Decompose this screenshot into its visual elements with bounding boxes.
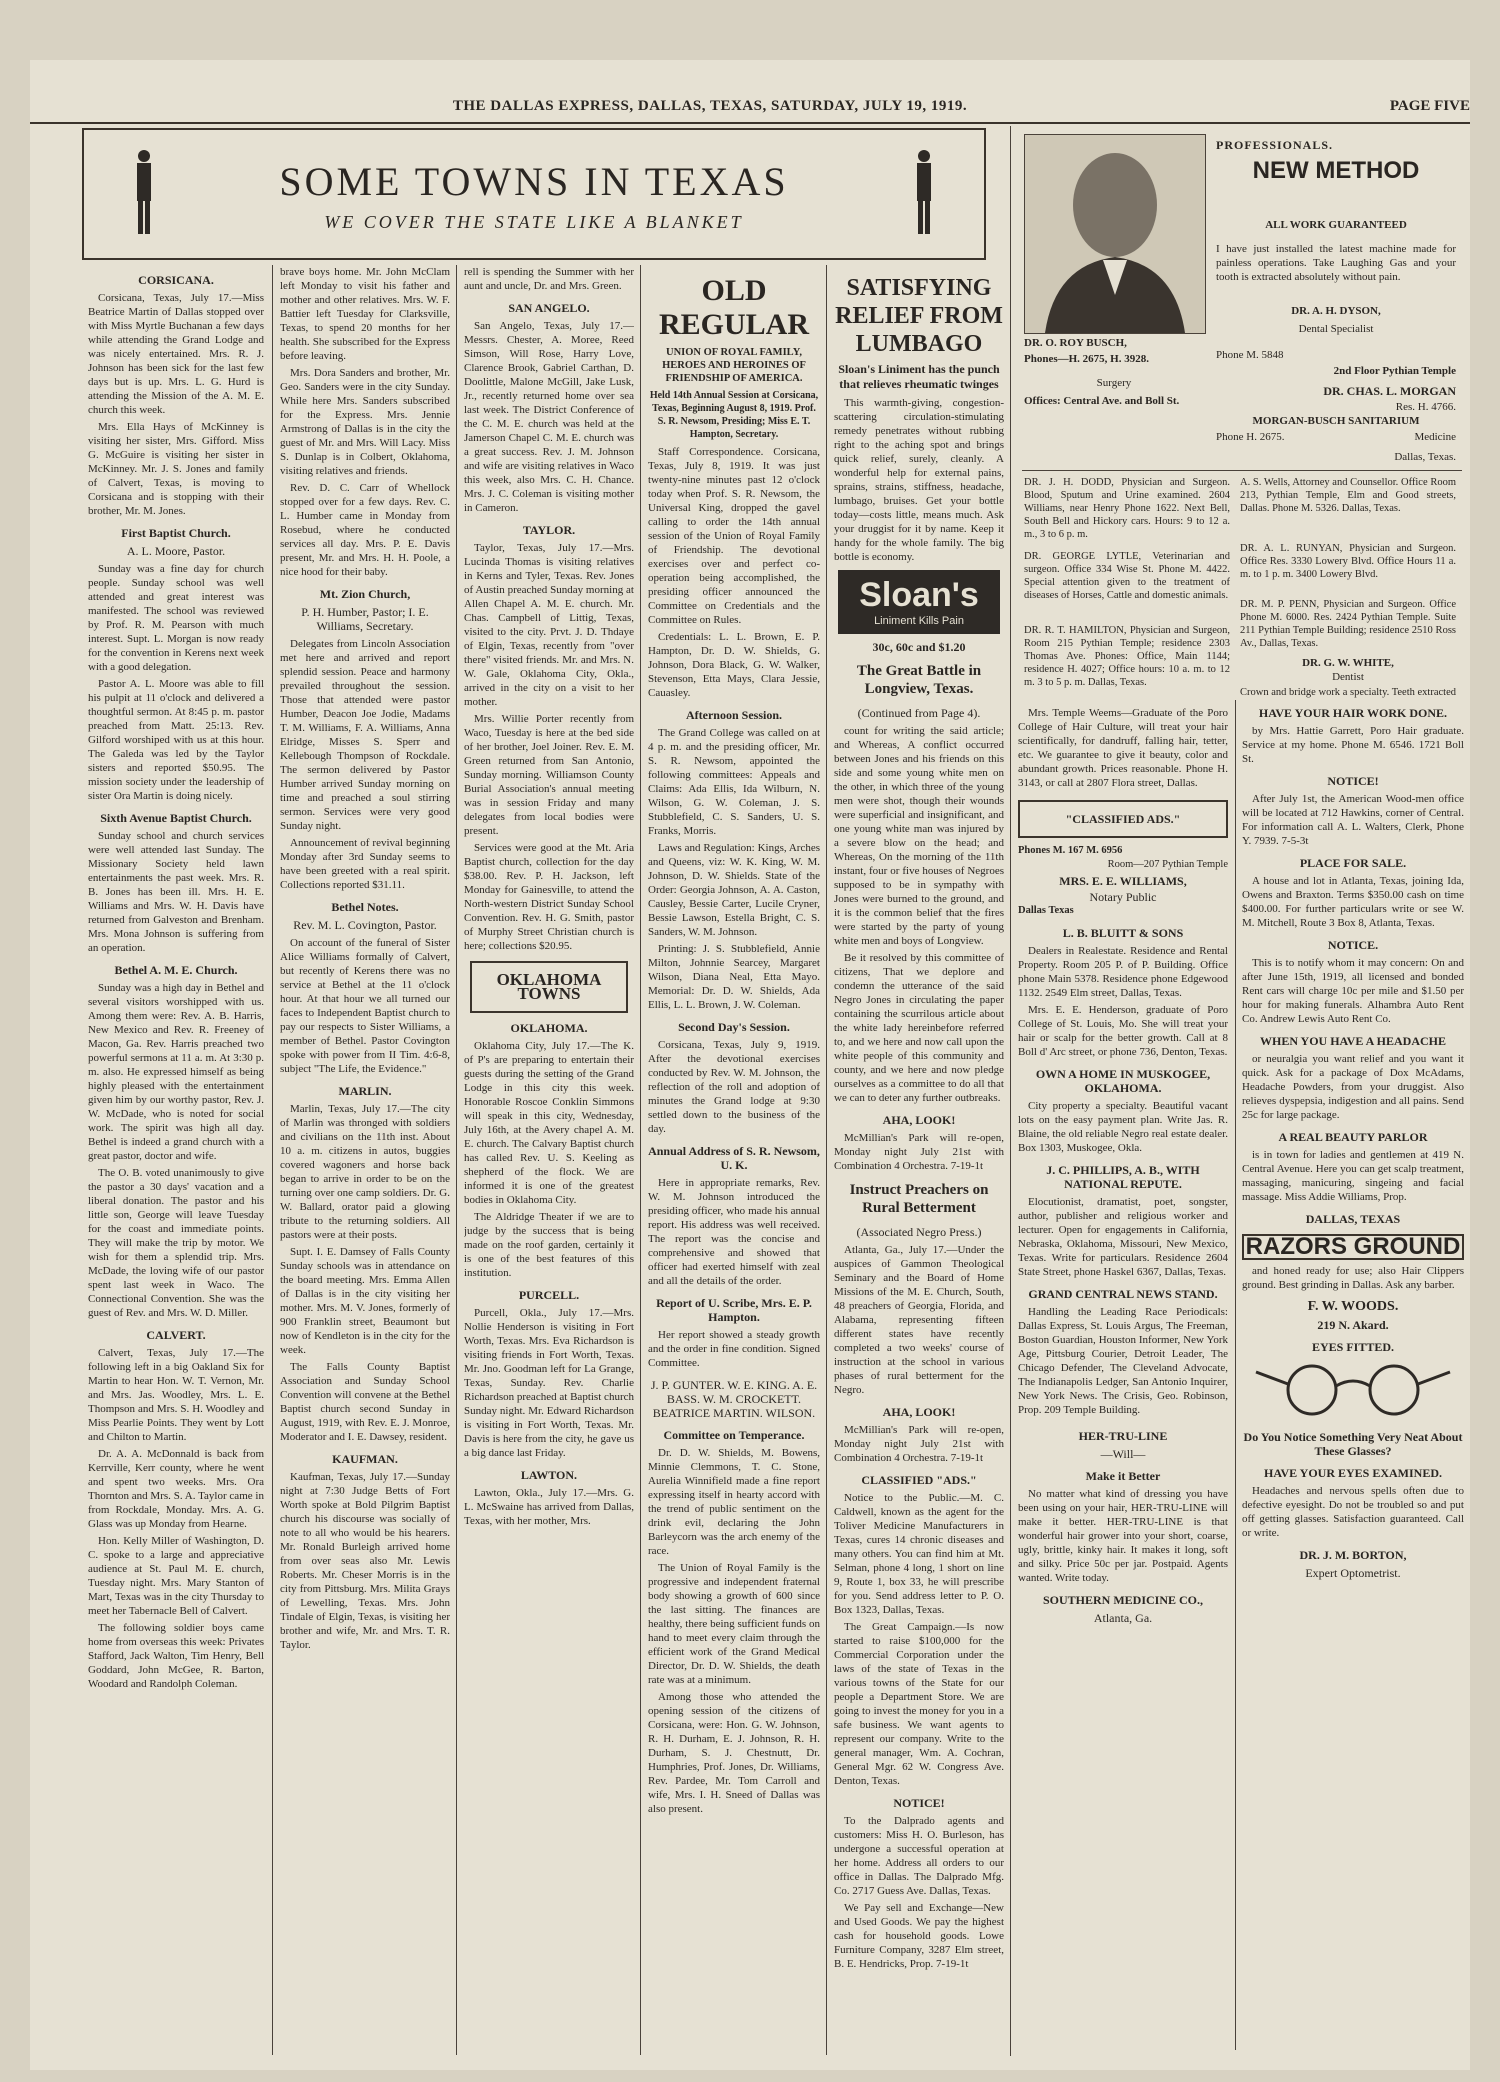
article-text: The Union of Royal Family is the progressive and independent fraternal body showing a growth of 600 since the last sitting. The finances are healthy, there being sufficient funds on hand to meet every claim through the efficient work of the Grand Medical Director, Dr. D. W. Shields, the death rate was at a minimum. — [648, 1562, 820, 1686]
borton-name: DR. J. M. BORTON, — [1299, 1548, 1407, 1562]
heading-first-baptist: First Baptist Church. — [121, 526, 231, 540]
borton-role: Expert Optometrist. — [1305, 1566, 1401, 1580]
newspaper-page — [30, 60, 1470, 2070]
beauty-parlor-heading: A REAL BEAUTY PARLOR — [1278, 1130, 1428, 1144]
article-text: Lawton, Okla., July 17.—Mrs. G. L. McSwaine has arrived from Dallas, Texas, with her mother, Mrs. — [464, 1487, 634, 1527]
article-text: Her report showed a steady growth and the order in fine condition. Signed Committee. — [648, 1329, 820, 1369]
column-6-left — [1018, 702, 1228, 2057]
article-text: Announcement of revival beginning Monday after 3rd Sunday seems to have been greeted with a real spirit. Collections reported $31.11. — [280, 837, 450, 891]
article-text: Mrs. Dora Sanders and brother, Mr. Geo. Sanders were in the city Sunday. While here Mrs. Sanders subscribed for the Express. Mrs. Jennie Armstrong of Dallas is in the city the guest of Mr. and Mrs. Will Lacy. Miss S. Dunlap is in Colbert, Oklahoma, visiting relatives and friends. — [280, 367, 450, 477]
figure-icon — [132, 148, 156, 238]
hair-work-heading: HAVE YOUR HAIR WORK DONE. — [1258, 706, 1448, 720]
hair-work-text: by Mrs. Hattie Garrett, Poro Hair graduate. Service at my home. Phone M. 6546. 1721 Boll St. — [1242, 725, 1464, 765]
southern-medicine: SOUTHERN MEDICINE CO., — [1042, 1593, 1204, 1607]
article-text: The Grand College was called on at 4 p. m. and the presiding officer, Mr. S. R. Newsom, appointed the following committees: Appeals and Claims: Ada Ellis, Ida Wilburn, N. Wilson, G. W. Coleman, J. S. Stubblefield, C. S. Sanders, U. S. Franks, Morris. — [648, 727, 820, 837]
phillips-heading: J. C. PHILLIPS, A. B., WITH NATIONAL REPUTE. — [1046, 1163, 1200, 1191]
heading-lawton: LAWTON. — [520, 1468, 578, 1482]
wells-card: A. S. Wells, Attorney and Counsellor. Office Room 213, Pythian Temple, Elm and Good streets, Dallas. Phone M. 5326. Dallas, Texas. — [1240, 477, 1456, 514]
notice-text: After July 1st, the American Wood-men office will be located at 712 Hawkins, corner of Central. For information call A. L. Walters, Clerk, Phone Y. 7939. 7-5-3t — [1242, 793, 1464, 847]
all-work-guaranteed: ALL WORK GUARANTEED — [1265, 219, 1407, 231]
busch-phone: Phones—H. 2675, H. 3928. — [1024, 353, 1149, 365]
classified-box: "CLASSIFIED ADS." — [1018, 800, 1228, 838]
article-text: Pastor A. L. Moore was able to fill his pulpit at 11 o'clock and delivered a thoughtful sermon. At 8:45 p. m. pastor preached from Matt. 25:13. Rev. Gilford worshiped with us at this hour. The Galeda was led by the Taylor sisters and reported $50.95. The mission society under the leadership of sister Ora Martin is doing nicely. — [88, 678, 264, 802]
article-text: Rev. D. C. Carr of Whellock stopped over for a few days. Rev. C. L. Humber came in Monday from Rosebud, where he conducted services all day. Mrs. P. E. Davis present, Mr. and Mrs. H. H. Poole, a nice hood for their baby. — [280, 482, 450, 578]
notice-2-text: This is to notify whom it may concern: On and after June 15th, 1919, all licensed and bonded Rent cars will charge 10c per mile and $1.50 per hour for making funerals. Alhambra Auto Rent Co. Andrew Lewis Auto Rent Co. — [1242, 957, 1464, 1025]
article-text: Laws and Regulation: Kings, Arches and Queens, viz: W. K. King, W. M. Johnson, D. W. Shields. State of the Order: Georgia Johnson, A. A. Caston, Causley, Bessie Carter, Lucile Cryner, Bessie Lawson, Estella Bright, C. S. Sanders, W. M. Johnson. — [648, 842, 820, 938]
her-tru-line-heading: HER-TRU-LINE — [1078, 1429, 1168, 1443]
top-rule — [30, 122, 1470, 124]
busch-name: DR. O. ROY BUSCH, — [1024, 337, 1127, 349]
white-name: DR. G. W. WHITE, — [1302, 657, 1394, 669]
column-rule — [826, 265, 827, 2055]
notice-heading: NOTICE! — [1327, 774, 1379, 788]
new-method-heading: NEW METHOD — [1252, 157, 1420, 184]
heading-aha-look: AHA, LOOK! — [882, 1113, 956, 1127]
article-text: Be it resolved by this committee of citizens, That we deplore and condemn the utterance of the said Negro Jones in circulating the paper containing the scurrilous article about the white lady hereinbefore referred to, and we here and now call upon the white people of this community and county, and we here and now pledge ourselves as a committee to do all that we can to deter any further outbreaks. — [834, 952, 1004, 1104]
professionals-heading: PROFESSIONALS. — [1216, 138, 1334, 152]
article-text: Corsicana, Texas, July 9, 1919. After the devotional exercises conducted by Rev. W. M. Johnson, the reflection of the roll and adoption of minutes the Grand lodge at 9:30 settled down to the business of the day. — [648, 1039, 820, 1135]
morgan-city: Dallas, Texas. — [1394, 451, 1456, 463]
williams-room: Room—207 Pythian Temple — [1107, 859, 1228, 870]
razors-text: and honed ready for use; also Hair Clippers ground. Best grinding in Dallas. Ask any barber. — [1242, 1265, 1464, 1291]
ad-text: The Great Campaign.—Is now started to raise $100,000 for the Commercial Corporation under the laws of the state of Texas in the various towns of the State for our people a Department Store. We are going to invest the money for you in a safe business. We want agents to represent our company. Write to the general manager, Wm. A. Cochran, General Mgr. 62 W. Congress Ave. Denton, Texas. — [834, 1621, 1004, 1787]
continued-note: (Continued from Page 4). — [857, 706, 981, 720]
bluitt-heading: L. B. BLUITT & SONS — [1062, 926, 1184, 940]
sloans-price: 30c, 60c and $1.20 — [872, 640, 966, 654]
henderson-card: Mrs. E. E. Henderson, graduate of Poro College of St. Louis, Mo. She will treat your hair or scalp for the better growth. Call at 8 Boll d' Arc street, or phone 736, Denton, Texas. — [1018, 1004, 1228, 1058]
ad-text: This warmth-giving, congestion-scattering circulation-stimulating remedy penetrates without rubbing right to the aching spot and brings quick relief, surely, cleanly. A wonderful help for external pains, sprains, strains, stiffness, headache, lumbago, bruises. Get your bottle today—costs little, means much. Ask your druggist for it by name. Keep it handy for the whole family. The big bottle is economy. — [834, 397, 1004, 563]
article-text: Here in appropriate remarks, Rev. W. M. Johnson introduced the presiding officer, who made his annual report. His address was well received. The report was the concise and comprehensive and showed that officer had exerted himself with zeal and all the details of the order. — [648, 1177, 820, 1287]
morgan-sanitarium: MORGAN-BUSCH SANITARIUM — [1252, 415, 1420, 427]
dodd-card: DR. J. H. DODD, Physician and Surgeon. Blood, Sputum and Urine examined. 2604 Williams, near Henry Phone 1622. Next Bell, South Bell and Hickory cars. Hours: 9 to 12 a. m., 3 to 6 p. m. — [1024, 477, 1230, 540]
headache-text: or neuralgia you want relief and you want it quick. Ask for a package of Dox McAdams, Headache Powders, from your druggist. Also relieves dyspepsia, indigestion and all pains. Send 25c for large package. — [1242, 1053, 1464, 1121]
article-text: Mrs. Willie Porter recently from Waco, Tuesday is here at the bed side of her brother, Joel Joiner. Rev. E. M. Green returned from San Antonio, Sunday morning. Williamson County Burial Association's annual meeting was in session Friday and many delegates from local bodies were present. — [464, 713, 634, 837]
sloans-subtitle: Liniment Kills Pain — [874, 615, 964, 627]
heading-purcell: PURCELL. — [518, 1288, 580, 1302]
beauty-parlor-city: DALLAS, TEXAS — [1305, 1212, 1401, 1226]
heading-mt-zion: Mt. Zion Church, — [319, 587, 411, 601]
column-3 — [464, 265, 634, 2060]
article-text: Printing: J. S. Stubblefield, Annie Milton, Johnnie Searcey, Margaret Wilson, Diana Neal, Etta Mayo. Memorial: Dr. D. W. Shields, Ada Ellis, L. L. Brown, J. W. Coleman. — [648, 943, 820, 1011]
column-rule — [1010, 126, 1011, 2056]
article-text: San Angelo, Texas, July 17.—Messrs. Chester, A. Moree, Reed Simson, Will Rose, Harry Love, Clarence Brook, Gabriel Carthan, D. Doolittle, Malone McGill, Jake Lusk, Jr., recently returned home over sea last week. The District Conference of the C. M. E. church was held at the Jamerson Chapel C. M. E. church was a great success. Rev. J. M. Johnson and wife are visiting relatives in Waco this week, also Mrs. C. H. Chance. Mrs. J. C. Coleman is visiting mother in Cameron. — [464, 320, 634, 514]
article-text: The O. B. voted unanimously to give the pastor a 30 days' vacation and a liberal donation. The pastor and his little son, George will leave Tuesday for the coast and immediate points. They will make the trip by motor. We wish for them a splendid trip. Mrs. McDade, the loving wife of our pastor spent last week in Waco. The Connectional Convention. She was the guest of Rev. and Mrs. W. D. Miller. — [88, 1167, 264, 1319]
heading-temperance: Committee on Temperance. — [663, 1428, 805, 1442]
her-tru-line-better: Make it Better — [1085, 1469, 1161, 1483]
heading-marlin: MARLIN. — [338, 1084, 392, 1098]
heading-aha-look: AHA, LOOK! — [882, 1405, 956, 1419]
eyes-fitted-heading: EYES FITTED. — [1311, 1340, 1395, 1354]
sloans-logo — [838, 570, 1000, 634]
morgan-res: Res. H. 4766. — [1395, 401, 1456, 413]
bluitt-card: Dealers in Realestate. Residence and Rental Property. Room 205 P. of P. Building. Office phone Main 5378. Residence phone Edgewood 1132. 2549 Elm street, Dallas, Texas. — [1018, 945, 1228, 999]
heading-afternoon: Afternoon Session. — [685, 708, 782, 722]
white-card: Crown and bridge work a specialty. Teeth extracted — [1240, 687, 1456, 698]
article-text: Sunday was a high day in Bethel and several visitors worshipped with us. Among them were: Rev. A. B. Harris, New Mexico and Rev. R. Freeney of Macon, Ga. Rev. Harris preached two powerful sermons at 11 a. m. At 3:30 p. m. also. He expressed himself as being highly pleased with the entertainment given him by our worthy pastor, Rev. J. W. McDade, who is noted for social work. The spirit was high all day. Bethel is indeed a grand church with a great pastor, doctor and wife. — [88, 982, 264, 1162]
article-text: Sunday was a fine day for church people. Sunday school was well attended and great interest was manifested. The school was reviewed by Prof. R. M. Pearson with much interest. Supt. L. Morgan is now ready for the convention in Kerens next week with a good delegation. — [88, 563, 264, 673]
williams-phones: Phones M. 167 M. 6956 — [1018, 845, 1123, 856]
ad-text: Notice to the Public.—M. C. Caldwell, known as the agent for the Toliver Medicine Manufacturers in Texas, cures 14 chronic diseases and many others. You can find him at Mt. Selman, phone 4 long, 1 short on line 9, Route 1, box 33, he will prescribe for you. Send address letter to P. O. Box 1323, Dallas, Texas. — [834, 1492, 1004, 1616]
penn-card: DR. M. P. PENN, Physician and Surgeon. Office Phone M. 6000. Res. 2424 Pythian Temple. Suite 211 Pythian Temple Building; residence 2510 Ross Av., Dallas, Texas. — [1240, 599, 1456, 649]
lytle-card: DR. GEORGE LYTLE, Veterinarian and surgeon. Office 334 Wise St. Phone M. 4422. Special attention given to the treatment of diseases of Horses, Cattle and domestic animals. — [1024, 551, 1230, 601]
banner-subtitle: WE COVER THE STATE LIKE A BLANKET — [324, 212, 744, 232]
news-stand-card: Handling the Leading Race Periodicals: Dallas Express, St. Louis Argus, The Freeman, Boston Guardian, Houston Informer, New York Age, Pittsburg Courier, Detroit Leader, The Chicago Defender, The Cleveland Advocate, The Indianapolis Ledger, San Antonio Inquirer, New York News. The Crisis, Geo. Robinson, Prop. 209 Temple Building. — [1018, 1306, 1228, 1416]
professionals-block — [1018, 130, 1464, 700]
morgan-role: Medicine — [1414, 431, 1456, 443]
morgan-phone: Phone H. 2675. — [1216, 431, 1285, 443]
deck: UNION OF ROYAL FAMILY, HEROES AND HEROINES OF FRIENDSHIP OF AMERICA. — [662, 347, 806, 384]
heading-bethel-notes: Bethel Notes. — [331, 900, 399, 914]
heading-calvert: CALVERT. — [146, 1328, 206, 1342]
column-5 — [834, 270, 1004, 2060]
article-text: rell is spending the Summer with her aunt and uncle, Dr. and Mrs. Green. — [464, 266, 634, 292]
heading-scribe-report: Report of U. Scribe, Mrs. E. P. Hampton. — [656, 1296, 812, 1324]
place-for-sale-heading: PLACE FOR SALE. — [1299, 856, 1407, 870]
column-rule — [456, 265, 457, 2055]
article-text: Taylor, Texas, July 17.—Mrs. Lucinda Thomas is visiting relatives in Kerns and Tyler, Texas. Rev. Jones of Austin preached Sunday morning at Allen Chapel A. M. E. church. Mr. Chas. Campbell of Littig, Texas, visited to the city. Prvt. J. D. Thdaye of Elgin, Texas, recently from "over there" visited friends. Mr. and Mrs. N. W. Gale, Oklahoma City, Okla., arrived in the city on a visit to her mother. — [464, 542, 634, 708]
figure-icon — [912, 148, 936, 238]
article-text: The Aldridge Theater if we are to judge by the success that is being made on the roof garden, certainly it is one of the best features of this institution. — [464, 1211, 634, 1279]
article-text: Calvert, Texas, July 17.—The following left in a big Oakland Six for Martin to hear Hon. W. T. Vernon, Mr. and Mrs. Jas. Woodley, Mrs. L. E. Thompson and Mrs. S. H. Woodley and Miss Pearlie Points. They went by Lott and Chilton to Martin. — [88, 1347, 264, 1443]
article-text: Among those who attended the opening session of the citizens of Corsicana, were: Hon. G. W. Johnson, R. H. Durham, E. J. Johnson, R. H. Durham, S. J. Chestnutt, Dr. Humphries, Prof. Jones, Dr. Williams, Rev. Pardee, Mr. Tom Carroll and wife, Mrs. I. H. Sneed of Dallas was also present. — [648, 1691, 820, 1815]
dyson-role: Dental Specialist — [1298, 323, 1374, 335]
williams-role: Notary Public — [1089, 890, 1157, 904]
committee-signatures: J. P. GUNTER. W. E. KING. A. E. BASS. W. M. CROCKETT. BEATRICE MARTIN. WILSON. — [650, 1378, 818, 1420]
heading-annual-address: Annual Address of S. R. Newsom, U. K. — [648, 1144, 820, 1172]
busch-office: Offices: Central Ave. and Boll St. — [1024, 395, 1180, 407]
divider — [1022, 470, 1462, 471]
portrait-busch — [1024, 134, 1206, 334]
eyeglasses-icon — [1242, 1358, 1464, 1418]
article-text: Dr. A. A. McDonnald is back from Kerrville, Kerr county, where he went and spent two weeks. Mrs. Ora Thornton and Mrs. S. A. Taylor came in from Rockdale, Monday. Mrs. A. G. Glass was up Monday from Hearne. — [88, 1448, 264, 1530]
article-text: Kaufman, Texas, July 17.—Sunday night at 7:30 Judge Betts of Fort Worth spoke at Bold Pilgrim Baptist church his discourse was socially of note to all who would be his hearers. Mr. Ronald Burleigh arrived home from over seas also Mr. Lewis Roberts. Mr. Cheser Morris is in the city from Pittsburg. Mrs. Milita Grays of Lewelling, Texas. Mrs. John Tindale of Elgin, Texas, is visiting her brother and wife, Mr. and Mrs. T. R. Taylor. — [280, 1471, 450, 1651]
article-text: Atlanta, Ga., July 17.—Under the auspices of Gammon Theological Seminary and the Board of Home Missions of the M. E. Church, South, 48 preachers of Georgia, Florida, and Alabama, representing fifteen different states have recently completed a two weeks' course of instruction at the school in various phases of rural betterment for the Negro. — [834, 1244, 1004, 1396]
column-4 — [648, 270, 820, 2060]
banner-box — [82, 128, 986, 260]
zion-subheading: P. H. Humber, Pastor; I. E. Williams, Secretary. — [301, 605, 429, 633]
masthead — [30, 98, 1470, 118]
dyson-name: DR. A. H. DYSON, — [1291, 305, 1381, 317]
news-stand-heading: GRAND CENTRAL NEWS STAND. — [1028, 1287, 1218, 1301]
glasses-question: Do You Notice Something Very Neat About These Glasses? — [1243, 1430, 1463, 1458]
article-text: The Falls County Baptist Association and Sunday School Convention will convene at the Bethel Baptist church second Sunday in August, 1919, with Rev. E. J. Monroe, Moderator and I. E. Dawsey, resident. — [280, 1361, 450, 1443]
razors-ground-heading: RAZORS GROUND — [1242, 1234, 1464, 1260]
heading-corsicana: CORSICANA. — [138, 273, 214, 287]
lumbago-deck: Sloan's Liniment has the punch that relieves rheumatic twinges — [838, 362, 1000, 391]
heading-classified: CLASSIFIED "ADS." — [861, 1473, 977, 1487]
article-text: Dr. D. W. Shields, M. Bowens, Minnie Clemmons, T. C. Stone, Aurelia Winnifield made a fine report expressing itself in hearty accord with the trend of public sentiment on the drink evil, declaring the John Barleycorn was the arch enemy of the race. — [648, 1447, 820, 1557]
busch-role: Surgery — [1096, 377, 1132, 389]
page-number: PAGE FIVE — [1389, 98, 1470, 114]
column-rule — [1235, 700, 1236, 2050]
column-2 — [280, 265, 450, 2060]
sloans-name: Sloan's — [859, 576, 979, 614]
white-role: Dentist — [1332, 671, 1364, 683]
article-text: brave boys home. Mr. John McClam left Monday to visit his father and mother and other relatives. Mrs. W. F. Battier left Tuesday for Clarksville, Texas, to spend 20 months for her health. She subscribed for the Express before leaving. — [280, 266, 450, 362]
ad-text: We Pay sell and Exchange—New and Used Goods. We pay the highest cash for household goods. Lowe Furniture Company, 3287 Elm street, B. E. Hendricks, Prop. 7-19-1t — [834, 1902, 1004, 1970]
morgan-name: DR. CHAS. L. MORGAN — [1323, 384, 1456, 398]
heading-sixth-avenue: Sixth Avenue Baptist Church. — [100, 811, 252, 825]
heading-bethel: Bethel A. M. E. Church. — [114, 963, 238, 977]
headline-old-regular: OLD REGULAR — [658, 274, 809, 341]
article-text: On account of the funeral of Sister Alice Williams formally of Calvert, but recently of Kerens there was no service at Bethel at the 11 o'clock hour. At that hour we all turned our faces to Independent Baptist church to pay our respects to Sister Williams, a member of Bethel. Pastor Covington spoke with power from II Tim. 4:6-8, subject "The Life, the Evidence." — [280, 937, 450, 1075]
deck-2: Held 14th Annual Session at Corsicana, Texas, Beginning August 8, 1919. Prof. S. R. Newsom, Presiding; Miss E. T. Hampton, Secretary. — [649, 390, 819, 440]
column-rule — [272, 265, 273, 2055]
heading-notice: NOTICE! — [893, 1796, 945, 1810]
banner-title: SOME TOWNS IN TEXAS — [279, 159, 789, 204]
headache-heading: WHEN YOU HAVE A HEADACHE — [1259, 1034, 1447, 1048]
notice-2-heading: NOTICE. — [1327, 938, 1379, 952]
column-rule — [640, 265, 641, 2055]
article-text: The following soldier boys came home from overseas this week: Privates Stafford, Jack Walton, Tim Henry, Bell Goddard, John McGee, R. Barton, Woodard and Randolph Coleman. — [88, 1622, 264, 1690]
hamilton-card: DR. R. T. HAMILTON, Physician and Surgeon, Room 215 Pythian Temple; residence 2303 Thomas Ave. Phones: Office, Main 1144; residence H. 4027; Office hours: 10 a. m. to 12 m. 3 to 5 p. m. Dallas, Texas. — [1024, 625, 1230, 688]
woods-address: 219 N. Akard. — [1317, 1318, 1389, 1332]
article-text: Credentials: L. L. Brown, E. P. Hampton, Dr. D. W. Shields, G. Johnson, Dora Black, G. W. Walker, Stevenson, Etta Mays, Clara Jessie, Cauasley. — [648, 631, 820, 699]
masthead-line: THE DALLAS EXPRESS, DALLAS, TEXAS, SATURDAY, JULY 19, 1919. — [452, 98, 968, 114]
heading-taylor: TAYLOR. — [522, 523, 576, 537]
phillips-card: Elocutionist, dramatist, poet, songster, author, publisher and religious worker and lecturer. Open for engagements in California, Nebraska, Oklahoma, Missouri, New Mexico, Texas. Write for particulars. Residence 2604 State Street, phone Haskel 6367, Dallas, Texas. — [1018, 1196, 1228, 1278]
place-for-sale-text: A house and lot in Atlanta, Texas, joining Ida, Owens and Braxton. Terms $350.00 cash on time $400.00. For further particulars write or see W. M. Mitchell, Route 3 Box 8, Atlanta, Texas. — [1242, 875, 1464, 929]
heading-san-angelo: SAN ANGELO. — [508, 301, 590, 315]
beauty-parlor-text: is in town for ladies and gentlemen at 419 N. Central Avenue. Here you can get scalp treatment, massaging, manicuring, singeing and facial massage. Miss Addie Williams, Prop. — [1242, 1149, 1464, 1203]
heading-instruct-preachers: Instruct Preachers on Rural Betterment — [849, 1182, 989, 1216]
dyson-text: I have just installed the latest machine made for painless operations. Take Laughing Gas and your tooth is extracted absolutely without pain. — [1216, 243, 1456, 283]
runyan-card: DR. A. L. RUNYAN, Physician and Surgeon. Office Res. 3330 Lowery Blvd. Office Hours 11 a. m. to 1 p. m. 3400 Lowery Blvd. — [1240, 543, 1456, 580]
pastor-line: A. L. Moore, Pastor. — [126, 544, 226, 558]
muskogee-heading: OWN A HOME IN MUSKOGEE, OKLAHOMA. — [1035, 1067, 1211, 1095]
dyson-phone: Phone M. 5848 — [1216, 349, 1284, 361]
column-6-right — [1242, 702, 1464, 2057]
southern-city: Atlanta, Ga. — [1093, 1611, 1153, 1625]
ad-text: McMillian's Park will re-open, Monday night July 21st with Combination 4 Orchestra. 7-19-1t — [834, 1132, 1004, 1172]
heading-second-day: Second Day's Session. — [678, 1020, 790, 1034]
portrait-image — [1025, 135, 1205, 333]
article-text: Corsicana, Texas, July 17.—Miss Beatrice Martin of Dallas stopped over with Miss Myrtle Buchanan a few days while attending the Grand Lodge and was nicely entertained. Mrs. R. J. Johnson has been sick for the last few days but is up. Mrs. L. G. Hurd is attending the Mission of the A. M. E. church this week. — [88, 292, 264, 416]
article-text: Marlin, Texas, July 17.—The city of Marlin was thronged with soldiers and civilians on the 11th inst. About 10 a. m. citizens in autos, buggies covered wagoners and horse back began to arrive in order to be on the turning over one camp soldiers. Dr. G. W. Ballard, orator paid a glowing tribute to the returning soldiers. All pastors were at their posts. — [280, 1103, 450, 1241]
headline-lumbago: SATISFYING RELIEF FROM LUMBAGO — [835, 275, 1003, 357]
heading-oklahoma: OKLAHOMA. — [510, 1021, 588, 1035]
heading-longview: The Great Battle in Longview, Texas. — [856, 663, 982, 697]
article-text: Purcell, Okla., July 17.—Mrs. Nollie Henderson is visiting in Fort Worth, Texas. Mrs. Eva Richardson is visiting friends in Fort Worth, Texas. Mr. Jno. Goodman left for La Grange, Texas, Sunday. Rev. Charlie Richardson preached at Baptist church Sunday night. Mr. Edward Richardson is visiting in Fort Worth, Texas. Mr. Davis is here from the city, he gave us a big dance last Friday. — [464, 1307, 634, 1459]
article-text: Hon. Kelly Miller of Washington, D. C. spoke to a large and appreciative audience at St. Paul M. E. church, Tuesday night. Mrs. Mary Stanton of Mart, Texas was in the city Thursday to meet her Tabernacle Bell of Calvert. — [88, 1535, 264, 1617]
dyson-address: 2nd Floor Pythian Temple — [1333, 365, 1456, 377]
williams-city: Dallas Texas — [1018, 905, 1074, 916]
assoc-press: (Associated Negro Press.) — [856, 1225, 982, 1239]
article-text: count for writing the said article; and Whereas, A conflict occurred between Jones and his friends on this side and some young white men on the other, in which three of the young men were shot, though their wounds were superficial and insignificant, and one young white man was injured by a severe blow on the head; and Whereas, On the morning of the 11th instant, four or five houses of Negroes supposed to be in sympathy with Jones were burned to the ground, and it is the common belief that the fires were started by the party of young white men and boys of Longview. — [834, 725, 1004, 947]
bethel-subheading: Rev. M. L. Covington, Pastor. — [293, 918, 437, 932]
eyes-examined-heading: HAVE YOUR EYES EXAMINED. — [1263, 1466, 1443, 1480]
eyes-text: Headaches and nervous spells often due to defective eyesight. Do not be troubled so and put off getting glasses. Satisfaction guaranteed. Call or write. — [1242, 1485, 1464, 1539]
heading-kaufman: KAUFMAN. — [332, 1452, 398, 1466]
column-1 — [88, 265, 264, 2060]
article-text: Services were good at the Mt. Aria Baptist church, collection for the day $38.00. Rev. P. H. Jackson, left Monday for Gainesville, to attend the North-western District Sunday School Convention. Rev. H. G. Smith, pastor of Murphy Street Christian church is here; collections $20.95. — [464, 842, 634, 952]
article-text: Delegates from Lincoln Association met here and arrived and report splendid session. Peace and harmony prevailed throughout the session. Those that attended were pastor Humber, Deacon Joe Jodie, Madams T. M. Williams, F. A. Williams, Anna Elridge, Misses S. Sperr and Kellebough Thompson of Rockdale. The sermon delivered by Pastor Humber arrived Sunday morning on time and preached a soul stirring sermon. Services were very good Sunday night. — [280, 638, 450, 832]
her-tru-line-will: —Will— — [1100, 1447, 1146, 1461]
article-text: Staff Correspondence. Corsicana, Texas, July 8, 1919. It was just twenty-nine minutes past 12 o'clock today when Prof. S. R. Newsom, the Universal King, dropped the gavel calling to order the 14th annual session of the Union of Royal Family of Friendship. The devotional exercises over and perfect co-operation being accomplished, the presiding officer announced the Committee on Credentials and the Committee on Rules. — [648, 446, 820, 626]
ad-text: McMillian's Park will re-open, Monday night July 21st with Combination 4 Orchestra. 7-19-1t — [834, 1424, 1004, 1464]
woods-name: F. W. WOODS. — [1307, 1299, 1399, 1314]
oklahoma-towns-box: OKLAHOMA TOWNS — [470, 961, 628, 1013]
ad-text: To the Dalprado agents and customers: Miss H. O. Burleson, has undergone a successful operation at her home. Address all orders to our office in Dallas. The Dalprado Mfg. Co. 2717 Guess Ave. Dallas, Texas. — [834, 1815, 1004, 1897]
muskogee-card: City property a specialty. Beautiful vacant lots on the easy payment plan. Write Jas. R. Blaine, the old reliable Negro real estate dealer. Box 1303, Muskogee, Okla. — [1018, 1100, 1228, 1154]
article-text: Mrs. Ella Hays of McKinney is visiting her sister, Mrs. Gifford. Miss G. McGuire is visiting her sister in McKinney. Mr. J. S. Jones and family of Calvert, Texas, is moving to Corsicana and is stopping with their brother, Mr. M. Jones. — [88, 421, 264, 517]
article-text: Sunday school and church services were well attended last Sunday. The Missionary Society held lawn entertainments the past week. Mrs. R. B. Jones has been ill. Mrs. H. E. Williams and Mrs. W. H. Davis have returned from Galveston and Brenham. Mrs. Mona Johnson is suffering from an operation. — [88, 830, 264, 954]
article-text: Supt. I. E. Damsey of Falls County Sunday schools was in attendance on the board meeting. Mrs. Emma Allen of Dallas is in the city visiting her mother. Mrs. M. V. Jones, formerly of 900 Franklin street, Beaumont but now of Kendleton is in the city for the week. — [280, 1246, 450, 1356]
her-tru-line-text: No matter what kind of dressing you have been using on your hair, HER-TRU-LINE will make it better. HER-TRU-LINE is that wonderful hair grower into your short, coarse, ugly, brittle, kinky hair. It makes it long, soft and silky. Price 50c per jar. Postpaid. Agents wanted. Write today. — [1018, 1488, 1228, 1584]
williams-name: MRS. E. E. WILLIAMS, — [1059, 874, 1187, 888]
article-text: Oklahoma City, July 17.—The K. of P's are preparing to entertain their guests during the setting of the Grand Lodge in this city this week. Honorable Roscoe Conklin Simmons will speak in this city, Wednesday, July 16th, at the Avery chapel A. M. E. church. The Calvary Baptist church has called Rev. U. S. Keeling as shepherd of the flock. We are informed it is one of the greatest bodies in Oklahoma City. — [464, 1040, 634, 1206]
weems-card: Mrs. Temple Weems—Graduate of the Poro College of Hair Culture, will treat your hair scientifically, for dandruff, falling hair, tetter, etc. We guarantee to give it beauty, color and abundant growth. Prices reasonable. Phone H. 3143, or call at 2807 Flora street, Dallas. — [1018, 707, 1228, 789]
